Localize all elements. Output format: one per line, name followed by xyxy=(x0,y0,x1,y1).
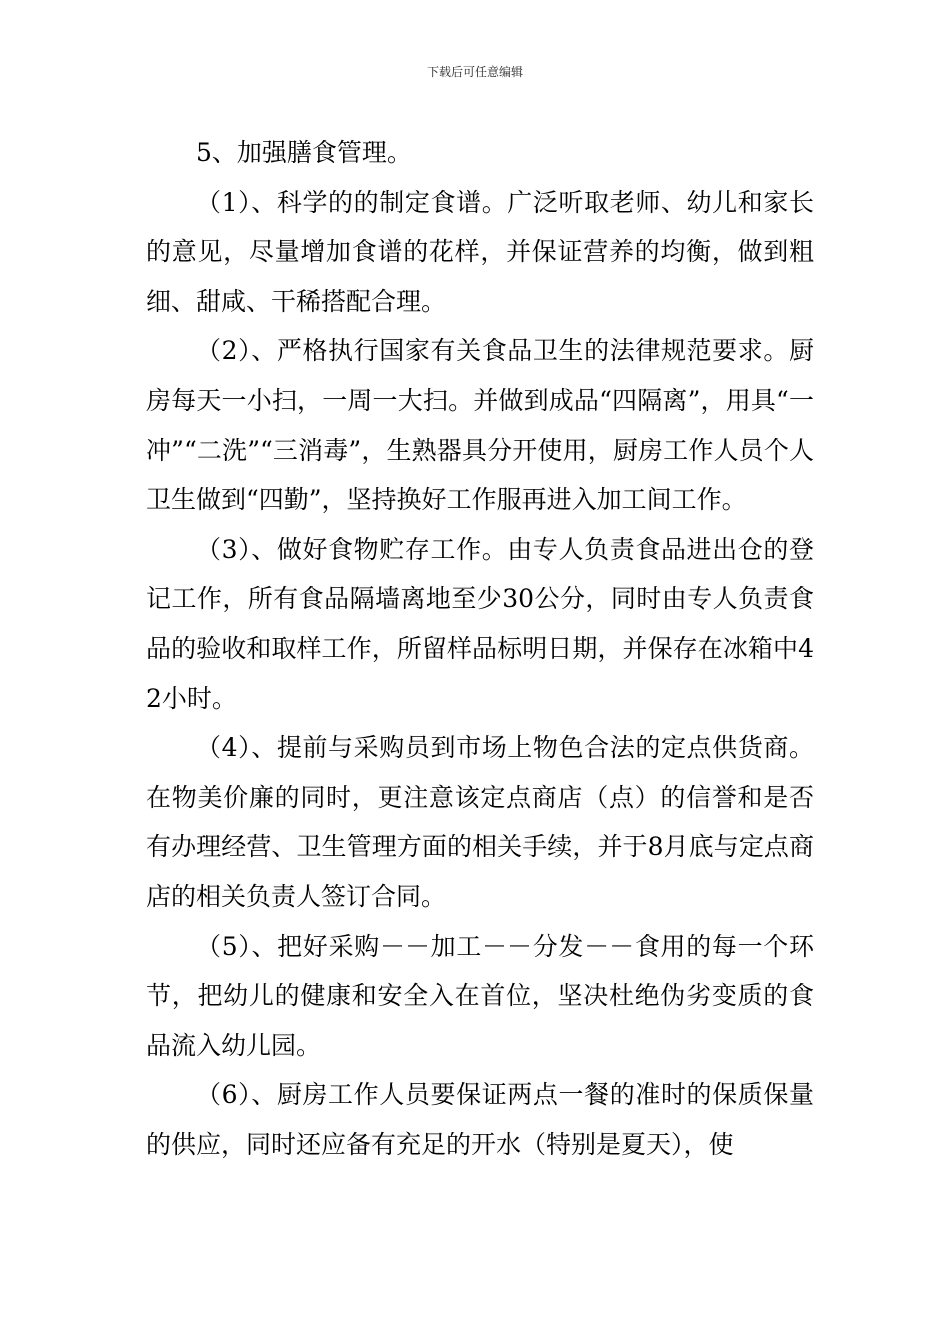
paragraph-item-6: （6）、厨房工作人员要保证两点一餐的准时的保质保量的供应，同时还应备有充足的开水（特别是夏天），使 xyxy=(146,1080,814,1159)
paragraph-section-heading: 5、加强膳食管理。 xyxy=(196,138,412,167)
paragraph-item-2: （2）、严格执行国家有关食品卫生的法律规范要求。厨房每天一小扫，一周一大扫。并做到成品“四隔离”，用具“一冲”“二洗”“三消毒”，生熟器具分开使用，厨房工作人员个人卫生做到“四勤”，坚持换好工作服再进入加工间工作。 xyxy=(146,336,814,515)
body-text xyxy=(146,128,814,1169)
paragraph-item-5: （5）、把好采购－－加工－－分发－－食用的每一个环节，把幼儿的健康和安全入在首位，坚决杜绝伪劣变质的食品流入幼儿园。 xyxy=(146,931,814,1060)
paragraph-item-1: （1）、科学的的制定食谱。广泛听取老师、幼儿和家长的意见，尽量增加食谱的花样，并保证营养的均衡，做到粗细、甜咸、干稀搭配合理。 xyxy=(146,187,814,316)
paragraph-item-4: （4）、提前与采购员到市场上物色合法的定点供货商。在物美价廉的同时，更注意该定点商店（点）的信誉和是否有办理经营、卫生管理方面的相关手续，并于8月底与定点商店的相关负责人签订合同。 xyxy=(146,733,814,911)
header-note: 下载后可任意编辑 xyxy=(426,65,523,79)
paragraph-item-3: （3）、做好食物贮存工作。由专人负责食品进出仓的登记工作，所有食品隔墙离地至少30公分，同时由专人负责食品的验收和取样工作，所留样品标明日期，并保存在冰箱中42小时。 xyxy=(146,534,814,713)
